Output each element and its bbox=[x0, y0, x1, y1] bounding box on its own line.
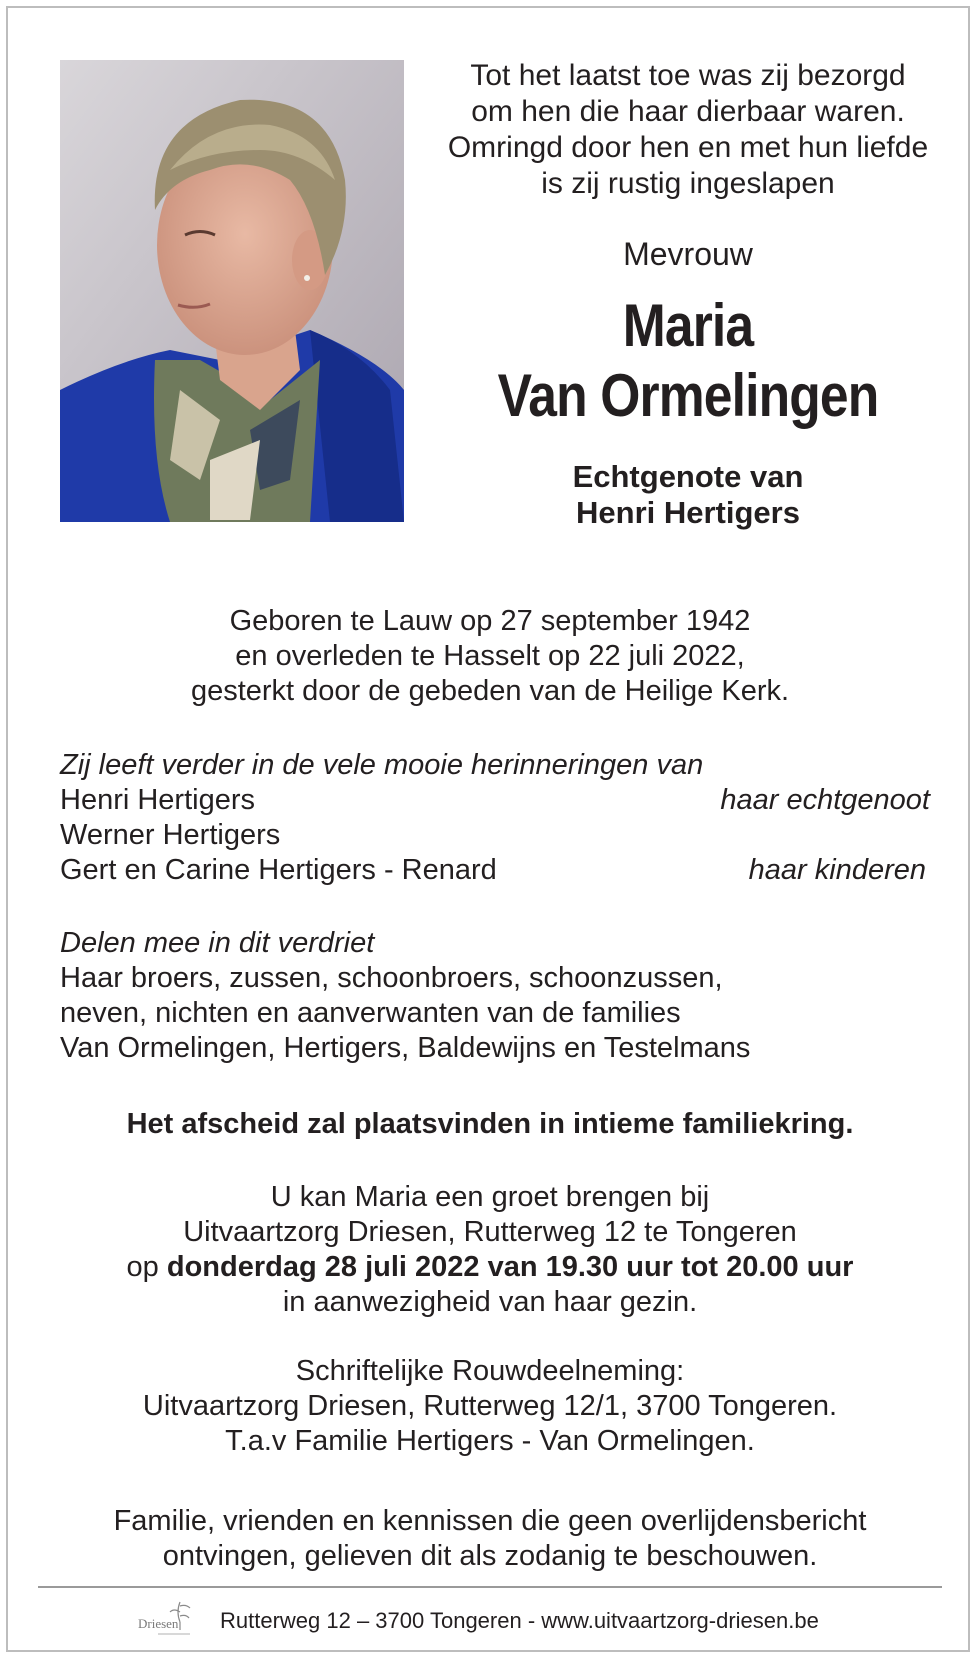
sacrament-line: gesterkt door de gebeden van de Heilige Kerk. bbox=[190, 675, 790, 707]
visit-prefix: op bbox=[126, 1251, 159, 1283]
sharing-line: neven, nichten en aanverwanten van de families bbox=[60, 997, 681, 1029]
closing-note bbox=[8, 1504, 972, 1574]
farewell-notice: Het afscheid zal plaatsvinden in intieme familiekring. bbox=[126, 1108, 854, 1140]
condolence-address: Uitvaartzorg Driesen, Rutterweg 12/1, 3700 Tongeren. bbox=[142, 1390, 838, 1422]
survivor-relation: haar kinderen bbox=[748, 854, 926, 886]
portrait-photo bbox=[60, 60, 404, 522]
spouse-label: Echtgenote van bbox=[572, 459, 804, 494]
logo-text: Driesen bbox=[138, 1616, 179, 1631]
list-item bbox=[60, 853, 930, 888]
visitation-info bbox=[8, 1180, 972, 1320]
survivors-intro: Zij leeft verder in de vele mooie herinneringen van bbox=[60, 749, 704, 781]
poem-line: is zij rustig ingeslapen bbox=[541, 167, 835, 200]
survivor-relation: haar echtgenoot bbox=[720, 784, 930, 816]
note-line: ontvingen, gelieven dit als zodanig te beschouwen. bbox=[162, 1540, 818, 1572]
poem-line: Omringd door hen en met hun liefde bbox=[447, 131, 929, 164]
survivor-name: Gert en Carine Hertigers - Renard bbox=[60, 854, 497, 886]
note-line: Familie, vrienden en kennissen die geen overlijdensbericht bbox=[113, 1505, 867, 1537]
visit-line bbox=[8, 1250, 972, 1285]
list-item bbox=[60, 818, 930, 853]
condolence-heading: Schriftelijke Rouwdeelneming: bbox=[295, 1355, 685, 1387]
visit-line: Uitvaartzorg Driesen, Rutterweg 12 te Tongeren bbox=[183, 1216, 797, 1248]
obituary-card bbox=[6, 6, 970, 1652]
sharing-line: Haar broers, zussen, schoonbroers, schoonzussen, bbox=[60, 962, 723, 994]
honorific: Mevrouw bbox=[623, 236, 753, 272]
deceased-first-name: Maria bbox=[622, 292, 754, 359]
visit-line: in aanwezigheid van haar gezin. bbox=[282, 1286, 698, 1318]
header-block bbox=[428, 58, 948, 531]
deceased-last-name: Van Ormelingen bbox=[497, 362, 879, 429]
survivors-list bbox=[60, 748, 930, 888]
birth-death-info bbox=[8, 604, 972, 709]
sharing-intro: Delen mee in dit verdriet bbox=[60, 927, 375, 959]
spouse-name: Henri Hertigers bbox=[576, 495, 800, 530]
deceased-name bbox=[464, 291, 911, 431]
survivor-name: Henri Hertigers bbox=[60, 784, 255, 816]
condolence-attention: T.a.v Familie Hertigers - Van Ormelingen. bbox=[225, 1425, 755, 1457]
footer bbox=[8, 1598, 972, 1646]
list-item bbox=[60, 783, 930, 818]
portrait-illustration bbox=[60, 60, 404, 522]
driesen-logo bbox=[136, 1598, 196, 1642]
funeral-home-address: Rutterweg 12 – 3700 Tongeren - www.uitvaartzorg-driesen.be bbox=[220, 1608, 819, 1633]
visit-datetime: donderdag 28 juli 2022 van 19.30 uur tot 20.00 uur bbox=[166, 1251, 854, 1283]
survivor-name: Werner Hertigers bbox=[60, 819, 281, 851]
birth-line: Geboren te Lauw op 27 september 1942 bbox=[229, 605, 751, 637]
spouse-info bbox=[428, 459, 948, 531]
poem-line: om hen die haar dierbaar waren. bbox=[471, 95, 905, 128]
footer-divider bbox=[38, 1586, 942, 1588]
sharing-block bbox=[60, 926, 930, 1066]
visit-line: U kan Maria een groet brengen bij bbox=[270, 1181, 710, 1213]
sharing-line: Van Ormelingen, Hertigers, Baldewijns en Testelmans bbox=[60, 1032, 751, 1064]
death-line: en overleden te Hasselt op 22 juli 2022, bbox=[235, 640, 745, 672]
poem bbox=[428, 58, 948, 202]
condolence-info bbox=[8, 1354, 972, 1459]
poem-line: Tot het laatst toe was zij bezorgd bbox=[470, 59, 906, 92]
